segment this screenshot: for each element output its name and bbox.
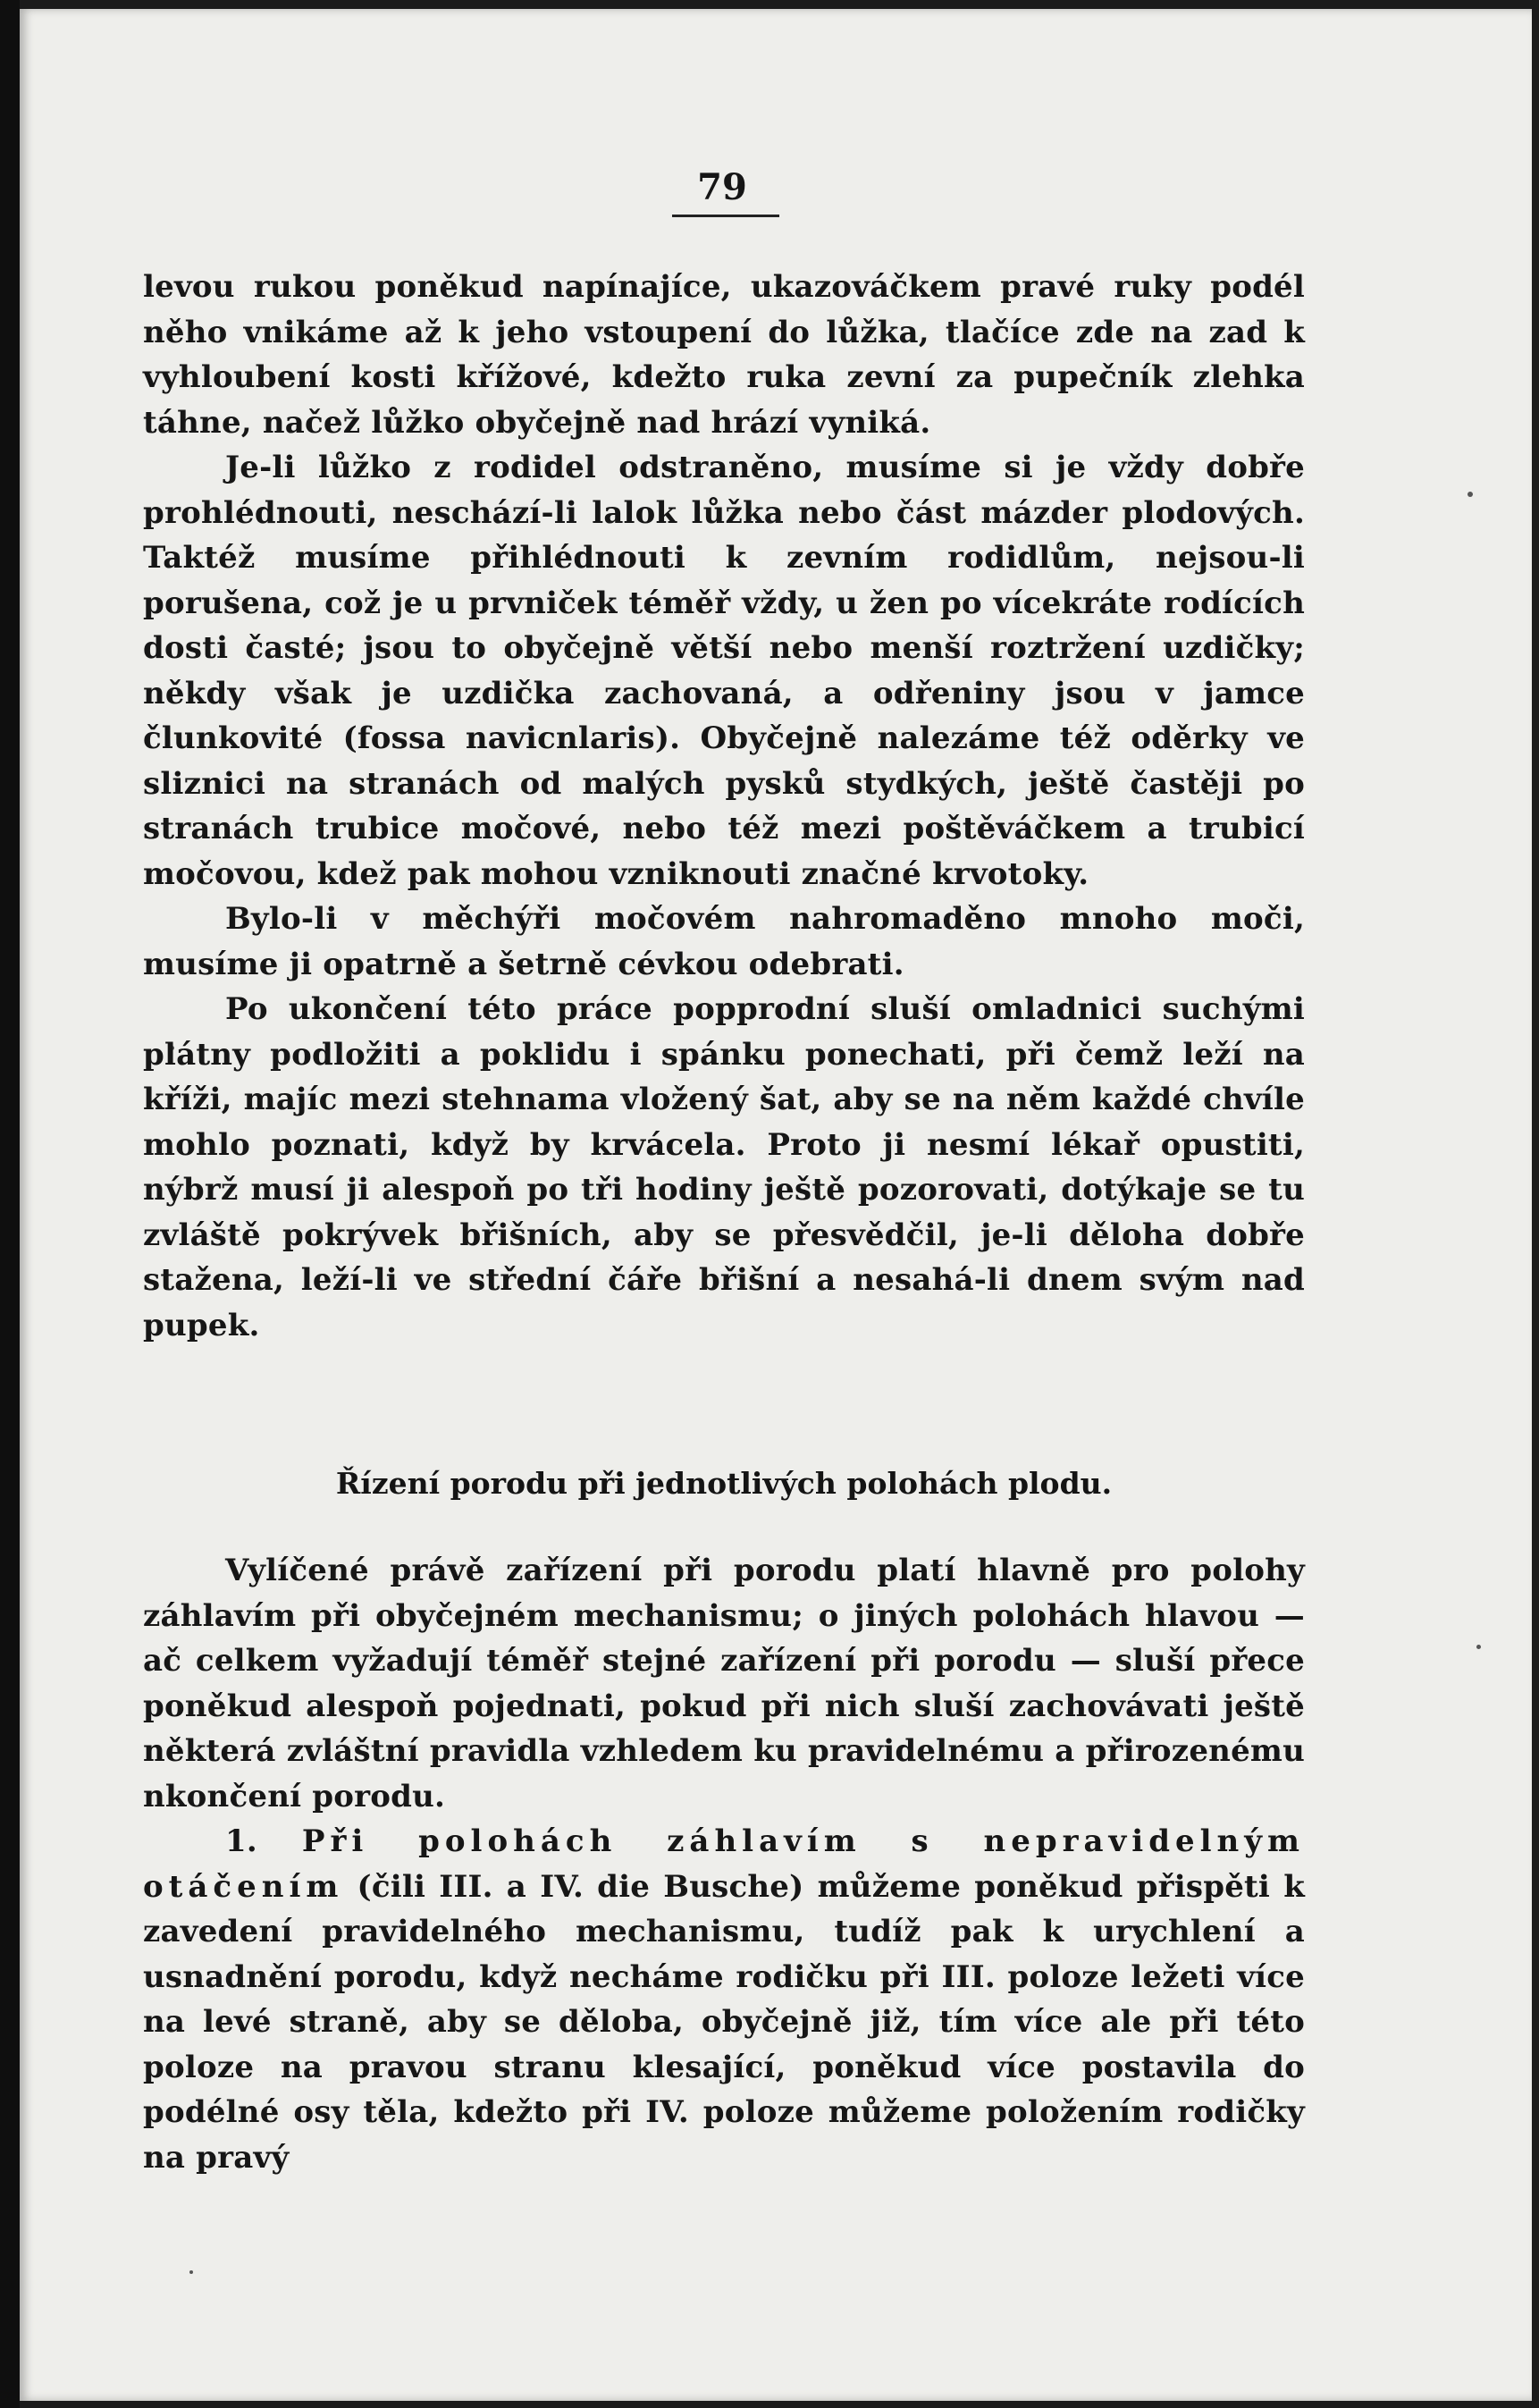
numbered-paragraph <box>143 1819 1305 2180</box>
page-number-underline <box>672 215 779 217</box>
paragraph: levou rukou poněkud napínajíce, ukazováčkem pravé ruky podél něho vnikáme až k jeho vstoupení do lůžka, tlačíce zde na zad k vyhloubení kosti křížové, kdežto ruka zevní za pupečník zlehka táhne, načež lůžko obyčejně nad hrází vyniká. <box>143 269 1305 441</box>
page-number: 79 <box>697 166 747 208</box>
body-text-lower <box>143 1548 1305 2180</box>
spaced-emphasis: Při polohách záhlavím s nepravidelným otáčením <box>143 1823 1305 1905</box>
item-number: 1. <box>225 1823 257 1859</box>
scan-left-edge <box>0 0 20 2408</box>
scan-speck <box>189 2270 193 2274</box>
scan-speck <box>1468 492 1473 497</box>
paragraph: Je-li lůžko z rodidel odstraněno, musíme si je vždy dobře prohlédnouti, neschází-li lalok lůžka nebo část mázder plodových. Taktéž musíme přihlédnouti k zevním rodidlům, nejsou-li porušena, což je u prvniček téměř vždy, u žen po vícekráte rodících dosti časté; jsou to obyčejně větší nebo menší roztržení uzdičky; někdy však je uzdička zachovaná, a odřeniny jsou v jamce člunkovité (fossa navicnlaris). Obyčejně nalezáme též oděrky ve sliznici na stranách od malých pysků stydkých, ještě častěji po stranách trubice močové, nebo též mezi poštěváčkem a trubicí močovou, kdež pak mohou vzniknouti značné krvotoky. <box>143 450 1305 892</box>
paragraph: Bylo-li v měchýři močovém nahromaděno mnoho moči, musíme ji opatrně a šetrně cévkou odebrati. <box>143 901 1305 982</box>
paragraph: Vylíčené právě zařízení při porodu platí hlavně pro polohy záhlavím při obyčejném mechanismu; o jiných polohách hlavou — ač celkem vyžadují téměř stejné zařízení při porodu — sluší přece poněkud alespoň pojednati, pokud při nich sluší zachovávati ještě některá zvláštní pravidla vzhledem ku pravidelnému a přirozenému nkončení porodu. <box>143 1553 1305 1814</box>
paragraph: Po ukončení této práce popprodní sluší omladnici suchými plátny podložiti a poklidu i spánku ponechati, při čemž leží na kříži, majíc mezi stehnama vložený šat, aby se na něm každé chvíle mohlo poznati, když by krvácela. Proto ji nesmí lékař opustiti, nýbrž musí ji alespoň po tři hodiny ještě pozorovati, dotýkaje se tu zvláště pokrývek břišních, aby se přesvědčil, je-li děloha dobře stažena, leží-li ve střední čáře břišní a nesahá-li dnem svým nad pupek. <box>143 991 1305 1343</box>
section-heading: Řízení porodu při jednotlivých polohách plodu. <box>335 1466 1113 1501</box>
body-text-upper <box>143 265 1305 1348</box>
scan-speck <box>1476 1645 1481 1649</box>
item-text: (čili III. a IV. die Busche) můžeme poněkud přispěti k zavedení pravidelného mechanismu, tudíž pak k urychlení a usnadnění porodu, když necháme rodičku při III. poloze ležeti více na levé straně, aby se děloba, obyčejně již, tím více ale při této poloze na pravou stranu klesající, poněkud více postavila do podélné osy těla, kdežto při IV. poloze můžeme položením rodičky na pravý <box>143 1868 1305 2176</box>
